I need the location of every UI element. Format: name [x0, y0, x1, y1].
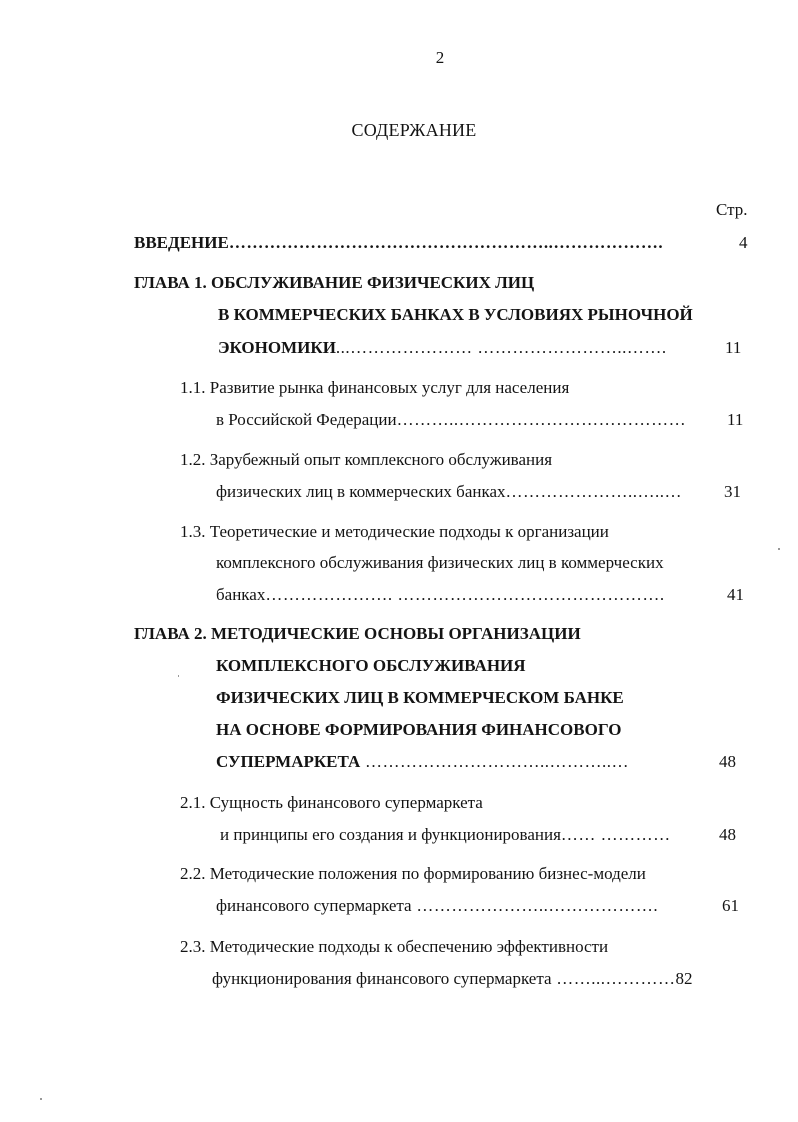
- scan-speck: [40, 1098, 42, 1100]
- toc-entry-label: СУПЕРМАРКЕТА: [216, 752, 361, 771]
- page-column-label: Стр.: [716, 200, 748, 219]
- toc-section-1-2-line1[interactable]: 1.2. Зарубежный опыт комплексного обслуживания: [180, 450, 553, 469]
- toc-entry-label: банках: [216, 585, 266, 604]
- toc-chapter-1-line2[interactable]: В КОММЕРЧЕСКИХ БАНКАХ В УСЛОВИЯХ РЫНОЧНОЙ: [218, 305, 693, 324]
- toc-section-2-3-line1[interactable]: 2.3. Методические подходы к обеспечению эффективности: [180, 937, 609, 956]
- page-title: СОДЕРЖАНИЕ: [351, 120, 477, 140]
- toc-chapter-1-line1[interactable]: ГЛАВА 1. ОБСЛУЖИВАНИЕ ФИЗИЧЕСКИХ ЛИЦ: [134, 273, 535, 292]
- toc-entry-label: функционирования финансового супермаркета: [212, 969, 552, 988]
- toc-page-number: 48: [719, 752, 736, 771]
- toc-page-number: 4: [739, 233, 748, 252]
- toc-leader-dots: ………………………………………………..……………….: [228, 233, 664, 252]
- toc-leader-dots: …………………..……………….: [411, 896, 659, 915]
- toc-section-1-3-line2[interactable]: комплексного обслуживания физических лиц в коммерческих: [216, 553, 664, 572]
- scan-speck: [778, 548, 780, 550]
- toc-chapter-1-line3[interactable]: [218, 338, 667, 358]
- toc-section-1-1-line2[interactable]: [216, 410, 686, 430]
- toc-entry-label: физических лиц в коммерческих банках: [216, 482, 506, 501]
- toc-section-2-1-line1[interactable]: 2.1. Сущность финансового супермаркета: [180, 793, 483, 812]
- toc-chapter-2-line2[interactable]: КОМПЛЕКСНОГО ОБСЛУЖИВАНИЯ: [216, 656, 526, 675]
- toc-leader-dots: …………………………..………..…: [360, 752, 630, 771]
- toc-entry-label: ВВЕДЕНИЕ: [134, 233, 229, 252]
- toc-section-1-2-line2[interactable]: [216, 482, 682, 502]
- toc-chapter-2-line3[interactable]: ФИЗИЧЕСКИХ ЛИЦ В КОММЕРЧЕСКОМ БАНКЕ: [216, 688, 624, 707]
- scan-speck: [178, 675, 179, 677]
- toc-section-1-3-line1[interactable]: 1.3. Теоретические и методические подходы к организации: [180, 522, 609, 541]
- toc-entry-introduction[interactable]: [134, 233, 663, 253]
- toc-leader-dots: …… …………: [560, 825, 671, 844]
- toc-page-number: 31: [724, 482, 741, 501]
- toc-entry-label: и принципы его создания и функционирования: [220, 825, 561, 844]
- toc-section-2-1-line2[interactable]: [220, 825, 671, 845]
- toc-chapter-2-line4[interactable]: НА ОСНОВЕ ФОРМИРОВАНИЯ ФИНАНСОВОГО: [216, 720, 622, 739]
- toc-leader-dots: ……...…………: [551, 969, 676, 988]
- toc-page-number: 11: [725, 338, 742, 357]
- toc-leader-dots: ...………………… ……………………..…….: [335, 338, 667, 357]
- toc-leader-dots: ………..…………………………………: [396, 410, 687, 429]
- toc-page-number: 11: [727, 410, 744, 429]
- page-number: 2: [435, 48, 445, 67]
- toc-chapter-2-line5[interactable]: [216, 752, 629, 772]
- toc-entry-label: финансового супермаркета: [216, 896, 412, 915]
- toc-entry-label: ЭКОНОМИКИ: [218, 338, 336, 357]
- toc-section-2-2-line2[interactable]: [216, 896, 658, 916]
- toc-leader-dots: …………………..…..…: [505, 482, 683, 501]
- toc-section-2-2-line1[interactable]: 2.2. Методические положения по формированию бизнес-модели: [180, 864, 646, 883]
- toc-entry-label: в Российской Федерации: [216, 410, 397, 429]
- toc-chapter-2-line1[interactable]: ГЛАВА 2. МЕТОДИЧЕСКИЕ ОСНОВЫ ОРГАНИЗАЦИИ: [134, 624, 581, 643]
- toc-page-number: 61: [722, 896, 739, 915]
- toc-leader-dots: …………………. ……………………………………….: [265, 585, 665, 604]
- toc-section-1-1-line1[interactable]: 1.1. Развитие рынка финансовых услуг для населения: [180, 378, 570, 397]
- toc-section-1-3-line3[interactable]: [216, 585, 665, 605]
- toc-page-number: 48: [719, 825, 736, 844]
- toc-page-number: 41: [727, 585, 744, 604]
- toc-section-2-3-line2[interactable]: [212, 969, 693, 989]
- toc-page-number: 82: [675, 969, 693, 988]
